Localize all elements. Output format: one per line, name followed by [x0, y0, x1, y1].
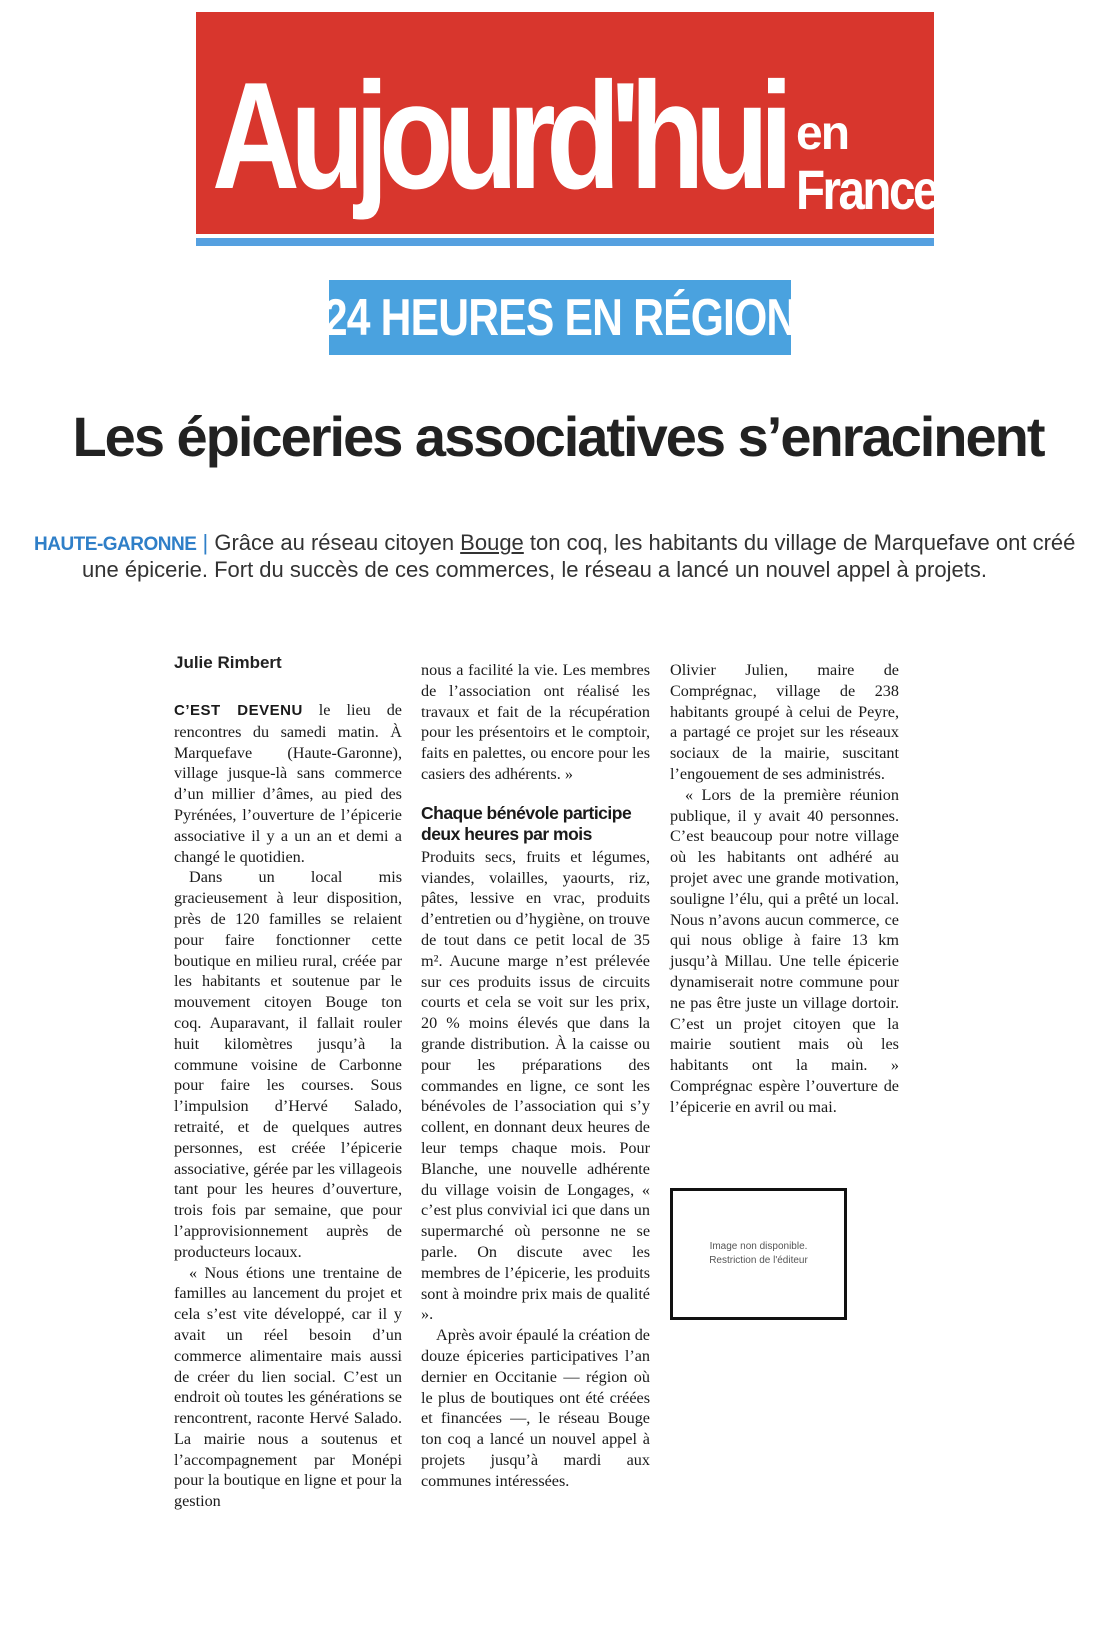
image-placeholder-line2: Restriction de l'éditeur	[709, 1255, 808, 1266]
chapo-line2: une épicerie. Fort du succès de ces commerces, le réseau a lancé un nouvel appel à projets.	[82, 557, 987, 582]
masthead	[196, 12, 937, 244]
subheading: Chaque bénévole participe deux heures par mois	[421, 802, 632, 844]
paragraph: Après avoir épaulé la création de douze épiceries participatives l’an dernier en Occitanie — région où le plus de boutiques ont été créées et financées —, le réseau Bouge ton coq a lancé un nouvel appel à projets jusqu’à mardi aux communes intéressées.	[421, 1326, 650, 1490]
logo-france: France	[796, 158, 937, 221]
paragraph: nous a facilité la vie. Les membres de l’association ont réalisé les travaux et fait de la récupération pour les présentoirs et le comptoir, faits en palettes, ou encore pour les casiers des adhérents. »	[421, 661, 650, 783]
article-column-3	[670, 660, 899, 1118]
paragraph: Produits secs, fruits et légumes, viandes, volailles, yaourts, riz, pâtes, lessive en vrac, produits d’entretien ou d’hygiène, on trouve de tout dans ce petit local de 35 m². Aucune marge n’est prélevée sur ces produits issus de circuits courts et cela se voit sur les prix, 20 % moins élevés que dans la grande distribution. À la caisse ou pour les préparations des commandes en ligne, ce sont les bénévoles de l’association qui s’y collent, en donnant deux heures de leur temps chaque mois. Pour Blanche, une nouvelle adhérente du village voisin de Longages, « c’est plus convivial ici que dans un supermarché où personne ne se parle. On discute avec les membres de l’épicerie, les produits sont à moindre prix mais de qualité ».	[421, 847, 650, 1324]
paragraph-text: le lieu de rencontres du samedi matin. À Marquefave (Haute-Garonne), village jusque-là sans commerce d’un millier d’âmes, au pied des Pyrénées, l’ouverture de l’épicerie associative il y a un an et demi a changé le quotidien.	[174, 701, 402, 866]
chapo-text-1: Grâce au réseau citoyen	[214, 530, 461, 555]
chapo-line1: HAUTE-GARONNE | Grâce au réseau citoyen Bouge ton coq, les habitants du village de Marquefave ont créé	[34, 530, 1076, 555]
section-label: 24 HEURES EN RÉGION	[323, 288, 797, 347]
byline: Julie Rimbert	[174, 653, 282, 672]
article-column-2	[421, 660, 650, 1491]
paragraph: Dans un local mis gracieusement à leur disposition, près de 120 familles se relaient pour faire fonctionner cette boutique en milieu rural, créée par les habitants et soutenue par le mouvement citoyen Bouge ton coq. Auparavant, il fallait rouler huit kilomètres jusqu’à la commune voisine de Carbonne pour faire les courses. Sous l’impulsion d’Hervé Salado, retraité, et de quelques autres personnes, est créée l’épicerie associative, gérée par les villageois tant pour les heures d’ouverture, trois fois par semaine, que pour l’approvisionnement auprès de producteurs locaux.	[174, 868, 402, 1261]
paragraph: Olivier Julien, maire de Comprégnac, village de 238 habitants groupé à celui de Peyre, a partagé ce projet sur les réseaux sociaux de la mairie, suscitant l’engouement de ses administrés.	[670, 661, 899, 783]
chapo-text-2: ton coq, les habitants du village de Marquefave ont créé	[523, 530, 1076, 555]
section-banner	[323, 280, 797, 355]
image-placeholder-line1: Image non disponible.	[709, 1241, 808, 1252]
chapo-text-underlined: Bouge	[460, 530, 524, 555]
paragraph: « Lors de la première réunion publique, il y avait 40 personnes. C’est beaucoup pour notre village où les habitants ont adhéré au projet avec une grande motivation, souligne l’élu, qui a prêté un local. Nous n’avons aucun commerce, ce qui nous oblige à faire 13 km jusqu’à Millau. Une telle épicerie dynamiserait notre commune pour ne pas être juste un village dortoir. C’est un projet citoyen que la mairie soutient mais où les habitants ont la main. » Comprégnac espère l’ouverture de l’épicerie en avril ou mai.	[670, 785, 899, 1116]
paragraph: « Nous étions une trentaine de familles au lancement du projet et cela s’est vite développé, car il y avait un réel besoin d’un commerce alimentaire mais aussi de créer du lien social. C’est un endroit où toutes les générations se rencontrent, raconte Hervé Salado. La mairie nous a soutenus et l’accompagnement par Monépi pour la boutique en ligne et pour la gestion	[174, 1263, 402, 1511]
logo-title: Aujourd'hui	[212, 51, 784, 221]
lead-in: C’EST DEVENU	[174, 702, 303, 719]
masthead-blue-rule	[196, 238, 934, 246]
headline: Les épiceries associatives s’enracinent	[72, 405, 1044, 468]
paragraph	[174, 700, 402, 867]
chapo	[34, 530, 1082, 582]
chapo-kicker: HAUTE-GARONNE	[34, 534, 197, 555]
logo-en: en	[796, 107, 849, 160]
article-column-1	[174, 700, 402, 1512]
image-placeholder	[670, 1188, 847, 1320]
